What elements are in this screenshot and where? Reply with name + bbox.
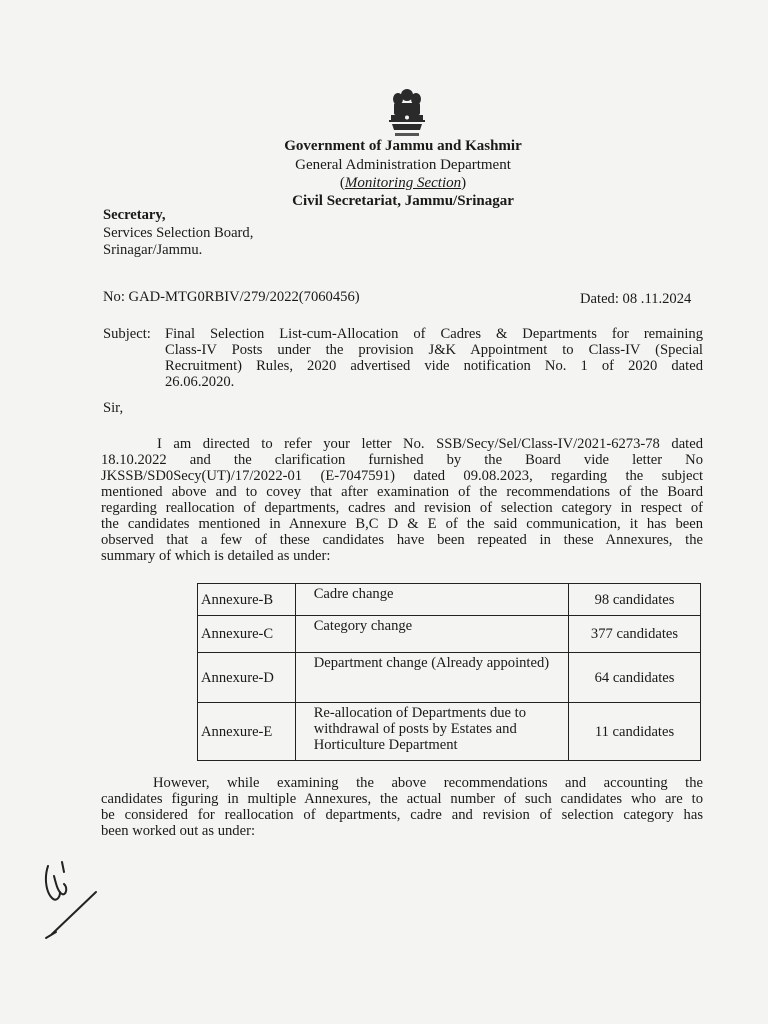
section-label: Monitoring Section <box>344 175 462 191</box>
description-cell: Cadre change <box>295 584 568 616</box>
annexure-cell: Annexure-D <box>198 653 296 703</box>
body-paragraph-2 <box>101 775 703 839</box>
national-emblem-icon <box>386 86 428 138</box>
annexure-cell: Annexure-C <box>198 616 296 653</box>
subject-line: Recruitment) Rules, 2020 advertised vide notification No. 1 of 2020 dated <box>165 358 703 374</box>
paragraph-line: the candidates mentioned in Annexure B,C D & E of the said communication, it has been <box>101 516 703 532</box>
paragraph-line: been worked out as under: <box>101 823 255 839</box>
addressee-title: Secretary, <box>103 207 166 223</box>
paragraph-line: regarding reallocation of departments, cadres and revision of selection category in respect of <box>101 500 703 516</box>
count-cell: 98 candidates <box>569 584 701 616</box>
subject-text <box>165 326 703 390</box>
paragraph-line: be considered for reallocation of departments, cadre and revision of selection category has <box>101 807 703 823</box>
section-name: (Monitoring Section) <box>339 175 467 191</box>
paragraph-line: 18.10.2022 and the clarification furnished by the Board vide letter No <box>101 452 703 468</box>
description-cell: Category change <box>295 616 568 653</box>
letter-date: Dated: 08 .11.2024 <box>580 291 692 307</box>
addressee-line-2: Srinagar/Jammu. <box>103 242 203 258</box>
count-cell: 11 candidates <box>569 703 701 761</box>
count-cell: 377 candidates <box>569 616 701 653</box>
paragraph-line: However, while examining the above recommendations and accounting the <box>153 775 703 791</box>
salutation: Sir, <box>103 400 124 416</box>
department-name: General Administration Department <box>295 157 511 173</box>
description-cell: Department change (Already appointed) <box>295 653 568 703</box>
secretariat-name: Civil Secretariat, Jammu/Srinagar <box>292 193 514 209</box>
table-row <box>198 616 701 653</box>
table-row <box>198 653 701 703</box>
description-cell: Re-allocation of Departments due to withdrawal of posts by Estates and Horticulture Department <box>295 703 568 761</box>
annexure-summary-table <box>197 583 701 761</box>
paragraph-line: I am directed to refer your letter No. SSB/Secy/Sel/Class-IV/2021-6273-78 dated <box>157 436 703 452</box>
table-row <box>198 584 701 616</box>
annexure-cell: Annexure-B <box>198 584 296 616</box>
subject-label: Subject: <box>103 326 151 342</box>
addressee-line-1: Services Selection Board, <box>103 225 254 241</box>
paragraph-line: observed that a few of these candidates have been repeated in these Annexures, the <box>101 532 703 548</box>
annexure-cell: Annexure-E <box>198 703 296 761</box>
subject-line: 26.06.2020. <box>165 374 235 390</box>
subject-line: Class-IV Posts under the provision J&K Appointment to Class-IV (Special <box>165 342 703 358</box>
government-name: Government of Jammu and Kashmir <box>284 138 522 154</box>
signature-icon <box>40 858 102 942</box>
subject-line: Final Selection List-cum-Allocation of Cadres & Departments for remaining <box>165 326 703 342</box>
paragraph-line: mentioned above and to covey that after examination of the recommendations of the Board <box>101 484 703 500</box>
count-cell: 64 candidates <box>569 653 701 703</box>
paragraph-line: JKSSB/SD0Secy(UT)/17/2022-01 (E-7047591) dated 09.08.2023, regarding the subject <box>101 468 703 484</box>
paragraph-line: summary of which is detailed as under: <box>101 548 331 564</box>
reference-number: No: GAD-MTG0RBIV/279/2022(7060456) <box>103 289 360 305</box>
body-paragraph-1 <box>101 436 703 564</box>
table-row <box>198 703 701 761</box>
paragraph-line: candidates figuring in multiple Annexures, the actual number of such candidates who are to <box>101 791 703 807</box>
